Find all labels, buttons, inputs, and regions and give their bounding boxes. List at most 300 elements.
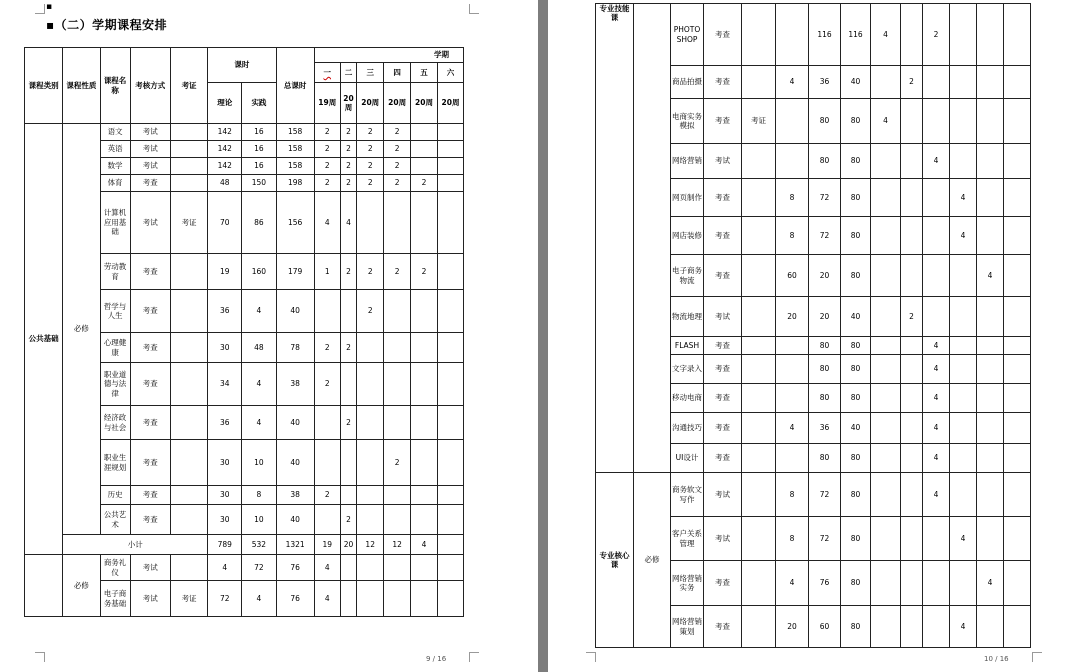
semester-hours-cell: 4 — [871, 99, 901, 144]
semester-hours-cell — [871, 517, 901, 561]
header-semester-4: 四 — [384, 63, 411, 83]
semester-hours-cell: 2 — [314, 486, 340, 505]
practice-hours-cell: 36 — [809, 66, 841, 99]
semester-hours-cell — [871, 297, 901, 337]
semester-hours-cell: 4 — [977, 561, 1004, 606]
semester-hours-cell — [340, 581, 357, 617]
semester-hours-cell — [901, 413, 923, 444]
semester-hours-cell — [1004, 144, 1031, 179]
semester-hours-cell — [340, 363, 357, 406]
header-weeks-2: 20周 — [340, 83, 357, 124]
header-assessment: 考核方式 — [130, 48, 170, 124]
header-certificate: 考证 — [170, 48, 207, 124]
semester-hours-cell — [340, 440, 357, 486]
practice-hours-cell: 4 — [242, 581, 276, 617]
bullet-mark: ▪ — [46, 2, 53, 12]
semester-hours-cell — [950, 355, 977, 384]
total-hours-cell: 40 — [841, 297, 871, 337]
theory-hours-cell: 20 — [776, 606, 809, 648]
certificate-cell — [742, 561, 776, 606]
semester-hours-cell — [950, 413, 977, 444]
semester-hours-cell: 2 — [314, 333, 340, 363]
total-hours-cell: 78 — [276, 333, 314, 363]
assessment-cell: 考查 — [130, 363, 170, 406]
semester-hours-cell — [384, 555, 411, 581]
practice-hours-cell: 20 — [809, 297, 841, 337]
subtotal-total: 1321 — [276, 535, 314, 555]
semester-hours-cell — [950, 561, 977, 606]
semester-hours-cell — [411, 486, 438, 505]
semester-hours-cell: 2 — [340, 333, 357, 363]
theory-hours-cell: 19 — [208, 254, 242, 290]
certificate-cell — [742, 66, 776, 99]
crop-mark — [469, 652, 479, 662]
subtotal-semester — [437, 535, 463, 555]
practice-hours-cell: 72 — [242, 555, 276, 581]
assessment-cell: 考试 — [130, 581, 170, 617]
semester-hours-cell: 2 — [357, 158, 384, 175]
total-hours-cell: 80 — [841, 606, 871, 648]
practice-hours-cell: 36 — [809, 413, 841, 444]
assessment-cell: 考查 — [704, 606, 742, 648]
certificate-cell — [742, 4, 776, 66]
semester-hours-cell — [1004, 99, 1031, 144]
header-course-name: 课程名称 — [100, 48, 130, 124]
assessment-cell: 考查 — [704, 255, 742, 297]
total-hours-cell: 40 — [276, 290, 314, 333]
semester-hours-cell: 2 — [314, 363, 340, 406]
semester-hours-cell: 2 — [384, 141, 411, 158]
semester-hours-cell: 4 — [923, 384, 950, 413]
assessment-cell: 考查 — [704, 179, 742, 217]
certificate-cell — [742, 337, 776, 355]
assessment-cell: 考试 — [130, 124, 170, 141]
semester-hours-cell: 2 — [384, 254, 411, 290]
header-semester-1: 一 — [314, 63, 340, 83]
practice-hours-cell: 4 — [242, 363, 276, 406]
semester-hours-cell — [871, 561, 901, 606]
semester-hours-cell — [977, 473, 1004, 517]
semester-hours-cell — [314, 406, 340, 440]
semester-hours-cell — [437, 406, 463, 440]
total-hours-cell: 38 — [276, 486, 314, 505]
semester-hours-cell — [977, 66, 1004, 99]
total-hours-cell: 80 — [841, 179, 871, 217]
practice-hours-cell: 116 — [809, 4, 841, 66]
semester-hours-cell — [411, 440, 438, 486]
total-hours-cell: 80 — [841, 473, 871, 517]
semester-hours-cell — [923, 517, 950, 561]
semester-hours-cell: 2 — [340, 158, 357, 175]
semester-hours-cell: 4 — [923, 473, 950, 517]
course-name-cell: 历史 — [100, 486, 130, 505]
semester-hours-cell: 2 — [357, 141, 384, 158]
semester-hours-cell — [314, 440, 340, 486]
semester-hours-cell — [871, 337, 901, 355]
semester-hours-cell — [411, 333, 438, 363]
semester-hours-cell: 2 — [314, 124, 340, 141]
semester-hours-cell — [384, 486, 411, 505]
semester-hours-cell — [357, 581, 384, 617]
total-hours-cell: 80 — [841, 517, 871, 561]
assessment-cell: 考试 — [130, 141, 170, 158]
course-name-cell: 网络营销策划 — [671, 606, 704, 648]
semester-hours-cell — [314, 505, 340, 535]
practice-hours-cell: 80 — [809, 99, 841, 144]
theory-hours-cell: 36 — [208, 406, 242, 440]
practice-hours-cell: 160 — [242, 254, 276, 290]
practice-hours-cell: 10 — [242, 505, 276, 535]
practice-hours-cell: 76 — [809, 561, 841, 606]
theory-hours-cell — [776, 4, 809, 66]
semester-hours-cell: 4 — [314, 192, 340, 254]
semester-hours-cell — [901, 444, 923, 473]
assessment-cell: 考试 — [130, 555, 170, 581]
practice-hours-cell: 4 — [242, 406, 276, 440]
crop-mark — [35, 4, 45, 14]
certificate-cell: 考证 — [170, 192, 207, 254]
semester-hours-cell — [1004, 384, 1031, 413]
course-category-cell: 专业核心课 — [596, 473, 634, 648]
assessment-cell: 考查 — [704, 4, 742, 66]
semester-hours-cell: 2 — [384, 440, 411, 486]
table-row — [596, 4, 1031, 66]
semester-hours-cell: 2 — [357, 124, 384, 141]
certificate-cell — [742, 606, 776, 648]
semester-hours-cell — [437, 555, 463, 581]
semester-hours-cell — [411, 406, 438, 440]
semester-hours-cell — [1004, 337, 1031, 355]
semester-hours-cell — [340, 290, 357, 333]
assessment-cell: 考试 — [130, 158, 170, 175]
total-hours-cell: 158 — [276, 124, 314, 141]
semester-hours-cell — [901, 606, 923, 648]
assessment-cell: 考查 — [130, 505, 170, 535]
semester-hours-cell: 4 — [923, 337, 950, 355]
certificate-cell — [170, 254, 207, 290]
certificate-cell — [742, 384, 776, 413]
semester-hours-cell: 4 — [871, 4, 901, 66]
semester-hours-cell — [437, 440, 463, 486]
semester-hours-cell — [357, 486, 384, 505]
semester-hours-cell — [357, 406, 384, 440]
schedule-table-page-10 — [595, 3, 1031, 648]
assessment-cell: 考查 — [130, 406, 170, 440]
assessment-cell: 考查 — [704, 355, 742, 384]
course-name-cell: 职业生涯规划 — [100, 440, 130, 486]
course-name-cell: 网店装修 — [671, 217, 704, 255]
theory-hours-cell: 70 — [208, 192, 242, 254]
theory-hours-cell: 36 — [208, 290, 242, 333]
table-row — [25, 124, 464, 141]
semester-hours-cell — [340, 555, 357, 581]
semester-hours-cell: 4 — [314, 581, 340, 617]
semester-hours-cell: 4 — [923, 444, 950, 473]
schedule-table-page-9 — [24, 47, 464, 617]
assessment-cell: 考查 — [704, 561, 742, 606]
semester-hours-cell — [384, 290, 411, 333]
theory-hours-cell: 8 — [776, 217, 809, 255]
semester-hours-cell — [923, 217, 950, 255]
practice-hours-cell: 86 — [242, 192, 276, 254]
semester-hours-cell: 2 — [411, 254, 438, 290]
semester-hours-cell: 2 — [340, 254, 357, 290]
certificate-cell — [170, 555, 207, 581]
certificate-cell: 考证 — [742, 99, 776, 144]
semester-hours-cell — [411, 141, 438, 158]
semester-hours-cell: 2 — [314, 158, 340, 175]
certificate-cell — [170, 505, 207, 535]
crop-mark — [469, 4, 479, 14]
theory-hours-cell: 72 — [208, 581, 242, 617]
semester-hours-cell: 2 — [384, 175, 411, 192]
semester-hours-cell — [437, 141, 463, 158]
course-name-cell: PHOTOSHOP — [671, 4, 704, 66]
course-name-cell: 经济政与社会 — [100, 406, 130, 440]
semester-hours-cell — [1004, 444, 1031, 473]
theory-hours-cell: 60 — [776, 255, 809, 297]
semester-hours-cell: 2 — [340, 406, 357, 440]
course-name-cell: 心理健康 — [100, 333, 130, 363]
course-nature-cell: 必修 — [634, 473, 671, 648]
course-name-cell: 哲学与人生 — [100, 290, 130, 333]
theory-hours-cell — [776, 99, 809, 144]
semester-hours-cell — [1004, 297, 1031, 337]
total-hours-cell: 80 — [841, 337, 871, 355]
course-name-cell: 电子商务基础 — [100, 581, 130, 617]
assessment-cell: 考查 — [130, 440, 170, 486]
practice-hours-cell: 60 — [809, 606, 841, 648]
total-hours-cell: 80 — [841, 561, 871, 606]
semester-hours-cell — [977, 4, 1004, 66]
semester-hours-cell — [384, 192, 411, 254]
semester-hours-cell — [923, 561, 950, 606]
semester-hours-cell — [871, 144, 901, 179]
semester-hours-cell — [950, 99, 977, 144]
course-name-cell: 电商实务模拟 — [671, 99, 704, 144]
assessment-cell: 考试 — [704, 144, 742, 179]
semester-hours-cell: 2 — [314, 141, 340, 158]
assessment-cell: 考试 — [704, 297, 742, 337]
semester-hours-cell — [1004, 255, 1031, 297]
total-hours-cell: 40 — [276, 505, 314, 535]
semester-hours-cell — [950, 473, 977, 517]
semester-hours-cell — [901, 473, 923, 517]
assessment-cell: 考查 — [130, 175, 170, 192]
semester-hours-cell — [384, 581, 411, 617]
assessment-cell: 考查 — [704, 413, 742, 444]
subtotal-semester: 19 — [314, 535, 340, 555]
course-nature-cell: 必修 — [63, 555, 100, 617]
semester-hours-cell — [871, 355, 901, 384]
semester-hours-cell — [901, 561, 923, 606]
semester-hours-cell — [977, 384, 1004, 413]
semester-hours-cell — [1004, 473, 1031, 517]
course-nature-cell — [634, 4, 671, 473]
semester-hours-cell: 2 — [340, 175, 357, 192]
semester-hours-cell — [923, 297, 950, 337]
course-name-cell: UI设计 — [671, 444, 704, 473]
practice-hours-cell: 20 — [809, 255, 841, 297]
crop-mark — [1032, 652, 1042, 662]
semester-hours-cell — [437, 581, 463, 617]
practice-hours-cell: 16 — [242, 158, 276, 175]
theory-hours-cell — [776, 355, 809, 384]
subtotal-semester: 20 — [340, 535, 357, 555]
certificate-cell — [742, 413, 776, 444]
total-hours-cell: 80 — [841, 384, 871, 413]
semester-hours-cell: 2 — [384, 158, 411, 175]
semester-hours-cell — [977, 337, 1004, 355]
crop-mark — [586, 652, 596, 662]
semester-hours-cell — [950, 4, 977, 66]
semester-hours-cell: 2 — [411, 175, 438, 192]
total-hours-cell: 40 — [841, 66, 871, 99]
certificate-cell — [170, 440, 207, 486]
semester-hours-cell — [977, 413, 1004, 444]
subtotal-semester: 12 — [384, 535, 411, 555]
semester-hours-cell: 2 — [357, 254, 384, 290]
practice-hours-cell: 72 — [809, 179, 841, 217]
semester-hours-cell — [950, 444, 977, 473]
total-hours-cell: 158 — [276, 158, 314, 175]
subtotal-semester: 12 — [357, 535, 384, 555]
semester-hours-cell — [950, 255, 977, 297]
semester-hours-cell — [977, 179, 1004, 217]
certificate-cell — [170, 290, 207, 333]
total-hours-cell: 158 — [276, 141, 314, 158]
theory-hours-cell — [776, 444, 809, 473]
semester-hours-cell — [1004, 561, 1031, 606]
course-category-cell: 公共基础 — [25, 124, 63, 555]
theory-hours-cell — [776, 337, 809, 355]
semester-hours-cell — [1004, 179, 1031, 217]
semester-hours-cell — [923, 606, 950, 648]
assessment-cell: 考查 — [130, 290, 170, 333]
course-category-cell — [25, 555, 63, 617]
practice-hours-cell: 80 — [809, 355, 841, 384]
table-row — [596, 473, 1031, 517]
total-hours-cell: 80 — [841, 255, 871, 297]
semester-hours-cell — [977, 99, 1004, 144]
semester-hours-cell — [411, 363, 438, 406]
semester-hours-cell — [977, 297, 1004, 337]
semester-hours-cell — [923, 99, 950, 144]
course-name-cell: 网络营销 — [671, 144, 704, 179]
header-practice: 实践 — [242, 83, 276, 124]
semester-hours-cell — [901, 217, 923, 255]
semester-hours-cell — [901, 255, 923, 297]
theory-hours-cell: 30 — [208, 505, 242, 535]
theory-hours-cell: 142 — [208, 158, 242, 175]
semester-hours-cell — [357, 363, 384, 406]
course-name-cell: 电子商务物流 — [671, 255, 704, 297]
header-course-nature: 课程性质 — [63, 48, 100, 124]
total-hours-cell: 40 — [276, 406, 314, 440]
semester-hours-cell — [871, 384, 901, 413]
semester-hours-cell: 2 — [340, 141, 357, 158]
assessment-cell: 考查 — [704, 337, 742, 355]
semester-hours-cell: 1 — [314, 254, 340, 290]
semester-hours-cell — [950, 297, 977, 337]
practice-hours-cell: 16 — [242, 141, 276, 158]
course-name-cell: 移动电商 — [671, 384, 704, 413]
semester-hours-cell — [977, 444, 1004, 473]
semester-hours-cell: 2 — [901, 297, 923, 337]
semester-hours-cell — [923, 66, 950, 99]
assessment-cell: 考查 — [130, 333, 170, 363]
header-semester: 学期 — [314, 48, 463, 63]
semester-hours-cell — [901, 144, 923, 179]
certificate-cell: 考证 — [170, 581, 207, 617]
semester-hours-cell: 4 — [950, 179, 977, 217]
total-hours-cell: 179 — [276, 254, 314, 290]
semester-hours-cell — [977, 144, 1004, 179]
header-semester-6: 六 — [437, 63, 463, 83]
certificate-cell — [170, 363, 207, 406]
semester-hours-cell — [384, 406, 411, 440]
semester-hours-cell — [411, 581, 438, 617]
semester-hours-cell — [437, 486, 463, 505]
practice-hours-cell: 150 — [242, 175, 276, 192]
semester-hours-cell — [871, 473, 901, 517]
course-name-cell: 文字录入 — [671, 355, 704, 384]
semester-hours-cell — [314, 290, 340, 333]
assessment-cell: 考查 — [704, 66, 742, 99]
semester-hours-cell: 4 — [950, 517, 977, 561]
theory-hours-cell: 4 — [208, 555, 242, 581]
semester-hours-cell — [1004, 66, 1031, 99]
semester-hours-cell: 4 — [923, 355, 950, 384]
semester-hours-cell — [384, 363, 411, 406]
semester-hours-cell — [437, 290, 463, 333]
certificate-cell — [742, 517, 776, 561]
course-name-cell: 客户关系管理 — [671, 517, 704, 561]
semester-hours-cell: 4 — [950, 606, 977, 648]
semester-hours-cell: 4 — [923, 413, 950, 444]
semester-hours-cell — [950, 337, 977, 355]
certificate-cell — [170, 175, 207, 192]
theory-hours-cell — [776, 384, 809, 413]
semester-hours-cell — [923, 179, 950, 217]
semester-hours-cell — [901, 337, 923, 355]
semester-hours-cell — [1004, 517, 1031, 561]
course-name-cell: 沟通技巧 — [671, 413, 704, 444]
semester-hours-cell: 2 — [340, 505, 357, 535]
semester-hours-cell — [437, 175, 463, 192]
semester-hours-cell — [384, 505, 411, 535]
semester-hours-cell — [1004, 606, 1031, 648]
semester-hours-cell — [437, 158, 463, 175]
certificate-cell — [170, 124, 207, 141]
theory-hours-cell: 34 — [208, 363, 242, 406]
total-hours-cell: 116 — [841, 4, 871, 66]
semester-hours-cell — [950, 384, 977, 413]
table-row — [25, 555, 464, 581]
semester-hours-cell — [437, 505, 463, 535]
semester-hours-cell — [340, 486, 357, 505]
semester-hours-cell: 2 — [314, 175, 340, 192]
theory-hours-cell: 20 — [776, 297, 809, 337]
certificate-cell — [742, 144, 776, 179]
assessment-cell: 考试 — [704, 473, 742, 517]
practice-hours-cell: 80 — [809, 444, 841, 473]
theory-hours-cell: 4 — [776, 561, 809, 606]
practice-hours-cell: 10 — [242, 440, 276, 486]
course-name-cell: 物流地理 — [671, 297, 704, 337]
certificate-cell — [742, 217, 776, 255]
semester-hours-cell — [1004, 355, 1031, 384]
